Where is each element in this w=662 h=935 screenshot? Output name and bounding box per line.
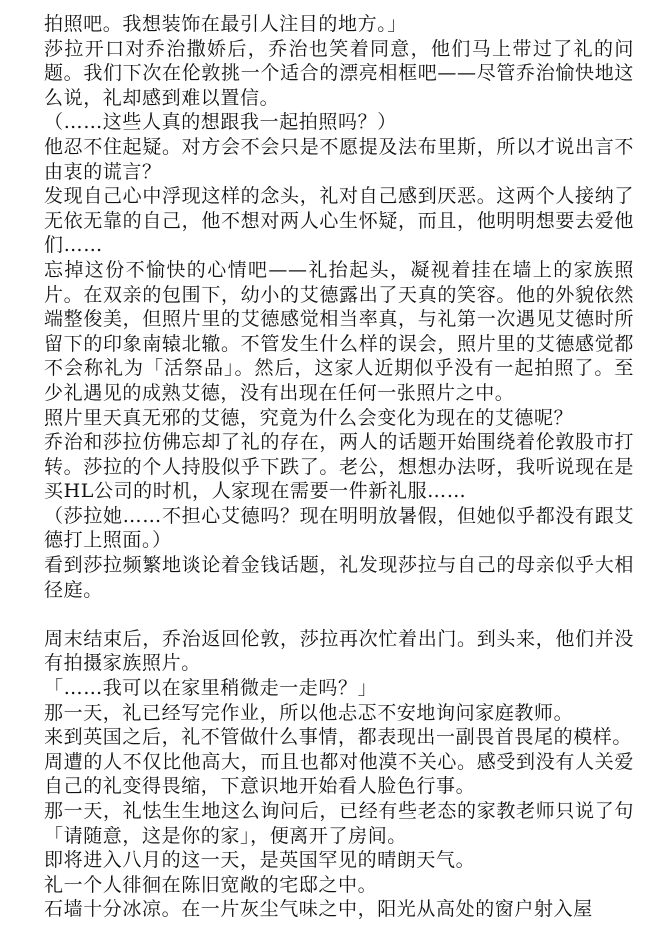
- paragraph: 礼一个人徘徊在陈旧宽敞的宅邸之中。: [44, 873, 378, 896]
- text-column: [44, 12, 634, 922]
- section-break: [44, 602, 634, 627]
- paragraph: 莎拉开口对乔治撒娇后，乔治也笑着同意，他们马上带过了礼的问题。我们下次在伦敦挑一个适合的漂亮相框吧——尽管乔治愉快地这么说，礼却感到难以置信。: [44, 37, 634, 109]
- paragraph: 那一天，礼已经写完作业，所以他忐忑不安地询问家庭教师。: [44, 701, 574, 724]
- paragraph: 看到莎拉频繁地谈论着金钱话题，礼发现莎拉与自己的母亲似乎大相径庭。: [44, 554, 634, 601]
- paragraph: 来到英国之后，礼不管做什么事情，都表现出一副畏首畏尾的模样。: [44, 726, 633, 749]
- paragraph: 发现自己心中浮现这样的念头，礼对自己感到厌恶。这两个人接纳了无依无靠的自己，他不想对两人心生怀疑，而且，他明明想要去爱他们……: [44, 185, 634, 257]
- paragraph: 他忍不住起疑。对方会不会只是不愿提及法布里斯，所以才说出言不由衷的谎言？: [44, 135, 634, 183]
- paragraph: 石墙十分冰凉。在一片灰尘气味之中，阳光从高处的窗户射入屋: [44, 898, 593, 921]
- paragraph: 周末结束后，乔治返回伦敦，莎拉再次忙着出门。到头来，他们并没有拍摄家族照片。: [44, 627, 634, 675]
- paragraph: 忘掉这份不愉快的心情吧——礼抬起头，凝视着挂在墙上的家族照片。在双亲的包围下，幼小的艾德露出了天真的笑容。他的外貌依然端整俊美，但照片里的艾德感觉相当率真，与礼第一次遇见艾德时所留下的印象南辕北辙。不管发生什么样的误会，照片里的艾德感觉都不会称礼为「活祭品」。然后，这家人近期似乎没有一起拍照了。至少礼遇见的成熟艾德，没有出现在任何一张照片之中。: [44, 258, 634, 404]
- paragraph: 拍照吧。我想装饰在最引人注目的地方。」: [44, 13, 407, 35]
- paragraph: （……这些人真的想跟我一起拍照吗？）: [44, 111, 397, 134]
- paragraph: 乔治和莎拉仿佛忘却了礼的存在，两人的话题开始围绕着伦敦股市打转。莎拉的个人持股似乎下跌了。老公，想想办法呀，我听说现在是买HL公司的时机，人家现在需要一件新礼服……: [44, 431, 634, 503]
- paragraph: 那一天，礼怯生生地这么询问后，已经有些老态的家教老师只说了句「请随意，这是你的家」，便离开了房间。: [44, 800, 634, 847]
- paragraph: 周遭的人不仅比他高大，而且也都对他漠不关心。感受到没有人关爱自己的礼变得畏缩，下意识地开始看人脸色行事。: [44, 750, 634, 798]
- paragraph: 照片里天真无邪的艾德，究竟为什么会变化为现在的艾德呢？: [44, 406, 574, 429]
- paragraph: 「……我可以在家里稍微走一走吗？」: [44, 677, 378, 700]
- paragraph: （莎拉她……不担心艾德吗？现在明明放暑假，但她似乎都没有跟艾德打上照面。）: [44, 504, 634, 552]
- paragraph: 即将进入八月的这一天，是英国罕见的晴朗天气。: [44, 849, 476, 872]
